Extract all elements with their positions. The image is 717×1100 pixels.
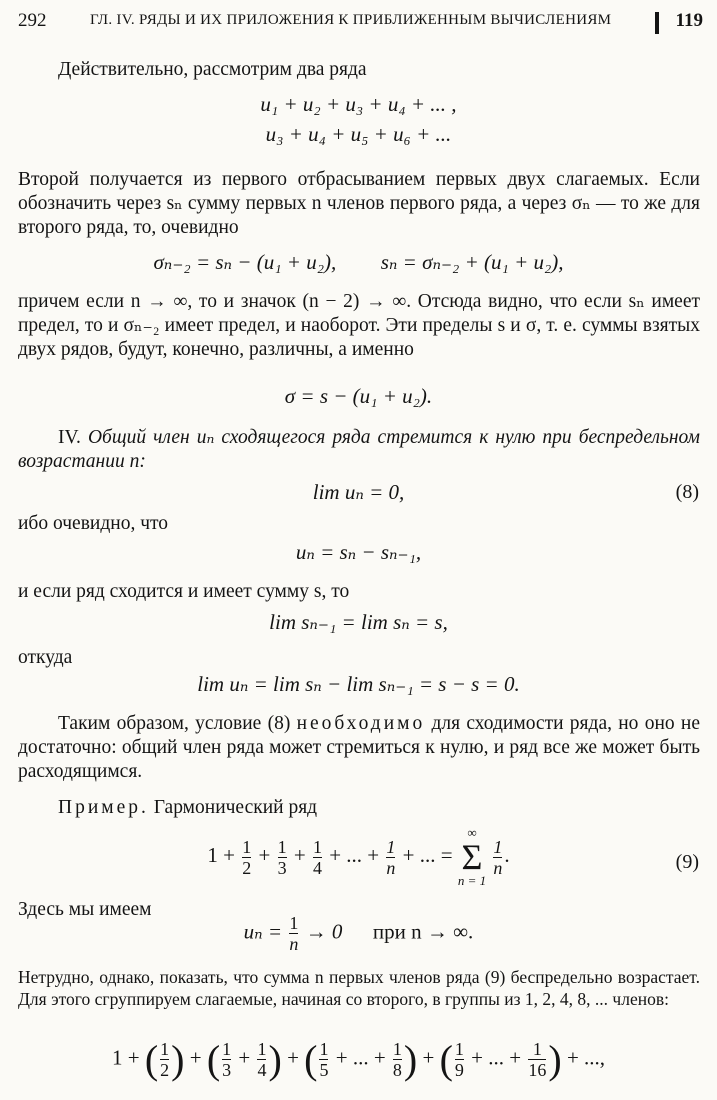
paragraph-obviously: ибо очевидно, что (18, 513, 169, 534)
un-rhs: → 0 (305, 919, 343, 944)
hs-plus-1: + (258, 842, 271, 867)
hs-start: 1 + (207, 842, 235, 867)
un-to-zero (0, 913, 717, 954)
un-difference: uₙ = sₙ − sₙ₋₁, (295, 540, 422, 564)
series-1: u₁ + u₂ + u₃ + u₄ + ... , (260, 92, 457, 116)
relation-2: sₙ = σₙ₋₂ + (u₁ + u₂), (380, 250, 564, 274)
sum-difference: σ = s − (u₁ + u₂). (284, 384, 433, 408)
frac-sum-1-n: $\frac{1}{n}$ (493, 836, 503, 878)
paragraph-here: Здесь мы имеем (18, 899, 152, 920)
limit-un: lim uₙ = 0, (312, 480, 405, 504)
example-text: Гармонический ряд (148, 797, 318, 818)
hs-tail: + ... = (402, 842, 453, 867)
equation-label-9: (9) (675, 851, 699, 873)
relation-1: σₙ₋₂ = sₙ − (u₁ + u₂), (153, 250, 337, 274)
grouped-series: 1 + ( $\frac{1}{2}$ ) + ( $\frac{1}{3}$ + $\frac{1}{4}$ ) + ( $\frac{1}{5}$ + ... + $\frac{1}{8}$ ) + ( $\frac{1}{9}$ + ... + $\frac{1}{16}$ ) + ..., (111, 1037, 606, 1082)
hs-plus-2: + (293, 842, 306, 867)
example-label: Пример. (58, 797, 149, 818)
un-condition: при n → ∞. (372, 919, 474, 944)
equation-label-8: (8) (675, 481, 699, 503)
section-number: 119 (675, 10, 703, 31)
paragraph-second-series: Второй получается из первого отбрасыванием первых двух слагаемых. Если обозначить через sₙ сумму первых n членов первого ряда, а через σₙ — то же для второго ряда, то, очевидно (18, 169, 700, 238)
necessary-text-1: Таким образом, условие (8) (58, 713, 297, 734)
frac-1-n: $\frac{1}{n}$ (386, 836, 396, 878)
g-start: 1 + (111, 1045, 140, 1070)
theorem-iv (18, 426, 700, 474)
paragraph-example (18, 796, 700, 820)
limit-final: lim uₙ = lim sₙ − lim sₙ₋₁ = s − s = 0. (197, 672, 520, 696)
hs-dots: + ... + (329, 842, 380, 867)
theorem-statement: Общий член uₙ сходящегося ряда стремится к нулю при беспредельном возрастании n: (18, 427, 701, 472)
paragraph-intro: Действительно, рассмотрим два ряда (58, 59, 367, 80)
un-lhs: uₙ = (243, 919, 283, 944)
frac-un: $\frac{1}{n}$ (289, 913, 299, 954)
paragraph-converges: и если ряд сходится и имеет сумму s, то (18, 581, 350, 602)
relation-sigma-s (0, 250, 717, 275)
series-2: u₃ + u₄ + u₅ + u₆ + ... (265, 122, 452, 146)
limit-sn: lim sₙ₋₁ = lim sₙ = s, (269, 610, 448, 634)
running-title: ГЛ. IV. РЯДЫ И ИХ ПРИЛОЖЕНИЯ К ПРИБЛИЖЕННЫМ ВЫЧИСЛЕНИЯМ (90, 12, 612, 28)
frac-1-4: $\frac{1}{4}$ (312, 836, 322, 878)
harmonic-series (0, 826, 717, 888)
necessary-emphasis: необходимо (296, 713, 426, 734)
paragraph-limits: причем если n → ∞, то и значок (n − 2) → ∞. Отсюда видно, что если sₙ имеет предел, то и σₙ₋₂ имеет предел, и наоборот. Эти пределы s и σ, т. е. суммы взятых двух рядов, будут, конечно, различны, а именно (18, 291, 700, 360)
paragraph-necessary (18, 712, 700, 784)
hs-dot: . (504, 842, 510, 867)
theorem-number: IV. (58, 427, 88, 448)
page-header (18, 10, 703, 40)
paragraph-whence: откуда (18, 647, 73, 668)
necessary-text-2: для сходимости ряда, но оно не достаточно: общий член ряда может стремиться к нулю, и ряд все же может быть расходящимся. (18, 713, 700, 782)
page-number: 292 (18, 10, 47, 31)
sum-symbol: ∞ Σ n = 1 (457, 825, 487, 888)
frac-1-2: $\frac{1}{2}$ (242, 836, 252, 878)
paragraph-grouping: Нетрудно, однако, показать, что сумма n первых членов ряда (9) беспредельно возрастает. Для этого сгруппируем слагаемые, начиная со второго, в группы из 1, 2, 4, 8, ... членов: (18, 967, 700, 1009)
g-end: + ..., (566, 1045, 606, 1070)
header-divider (655, 12, 659, 34)
frac-1-3: $\frac{1}{3}$ (277, 836, 287, 878)
